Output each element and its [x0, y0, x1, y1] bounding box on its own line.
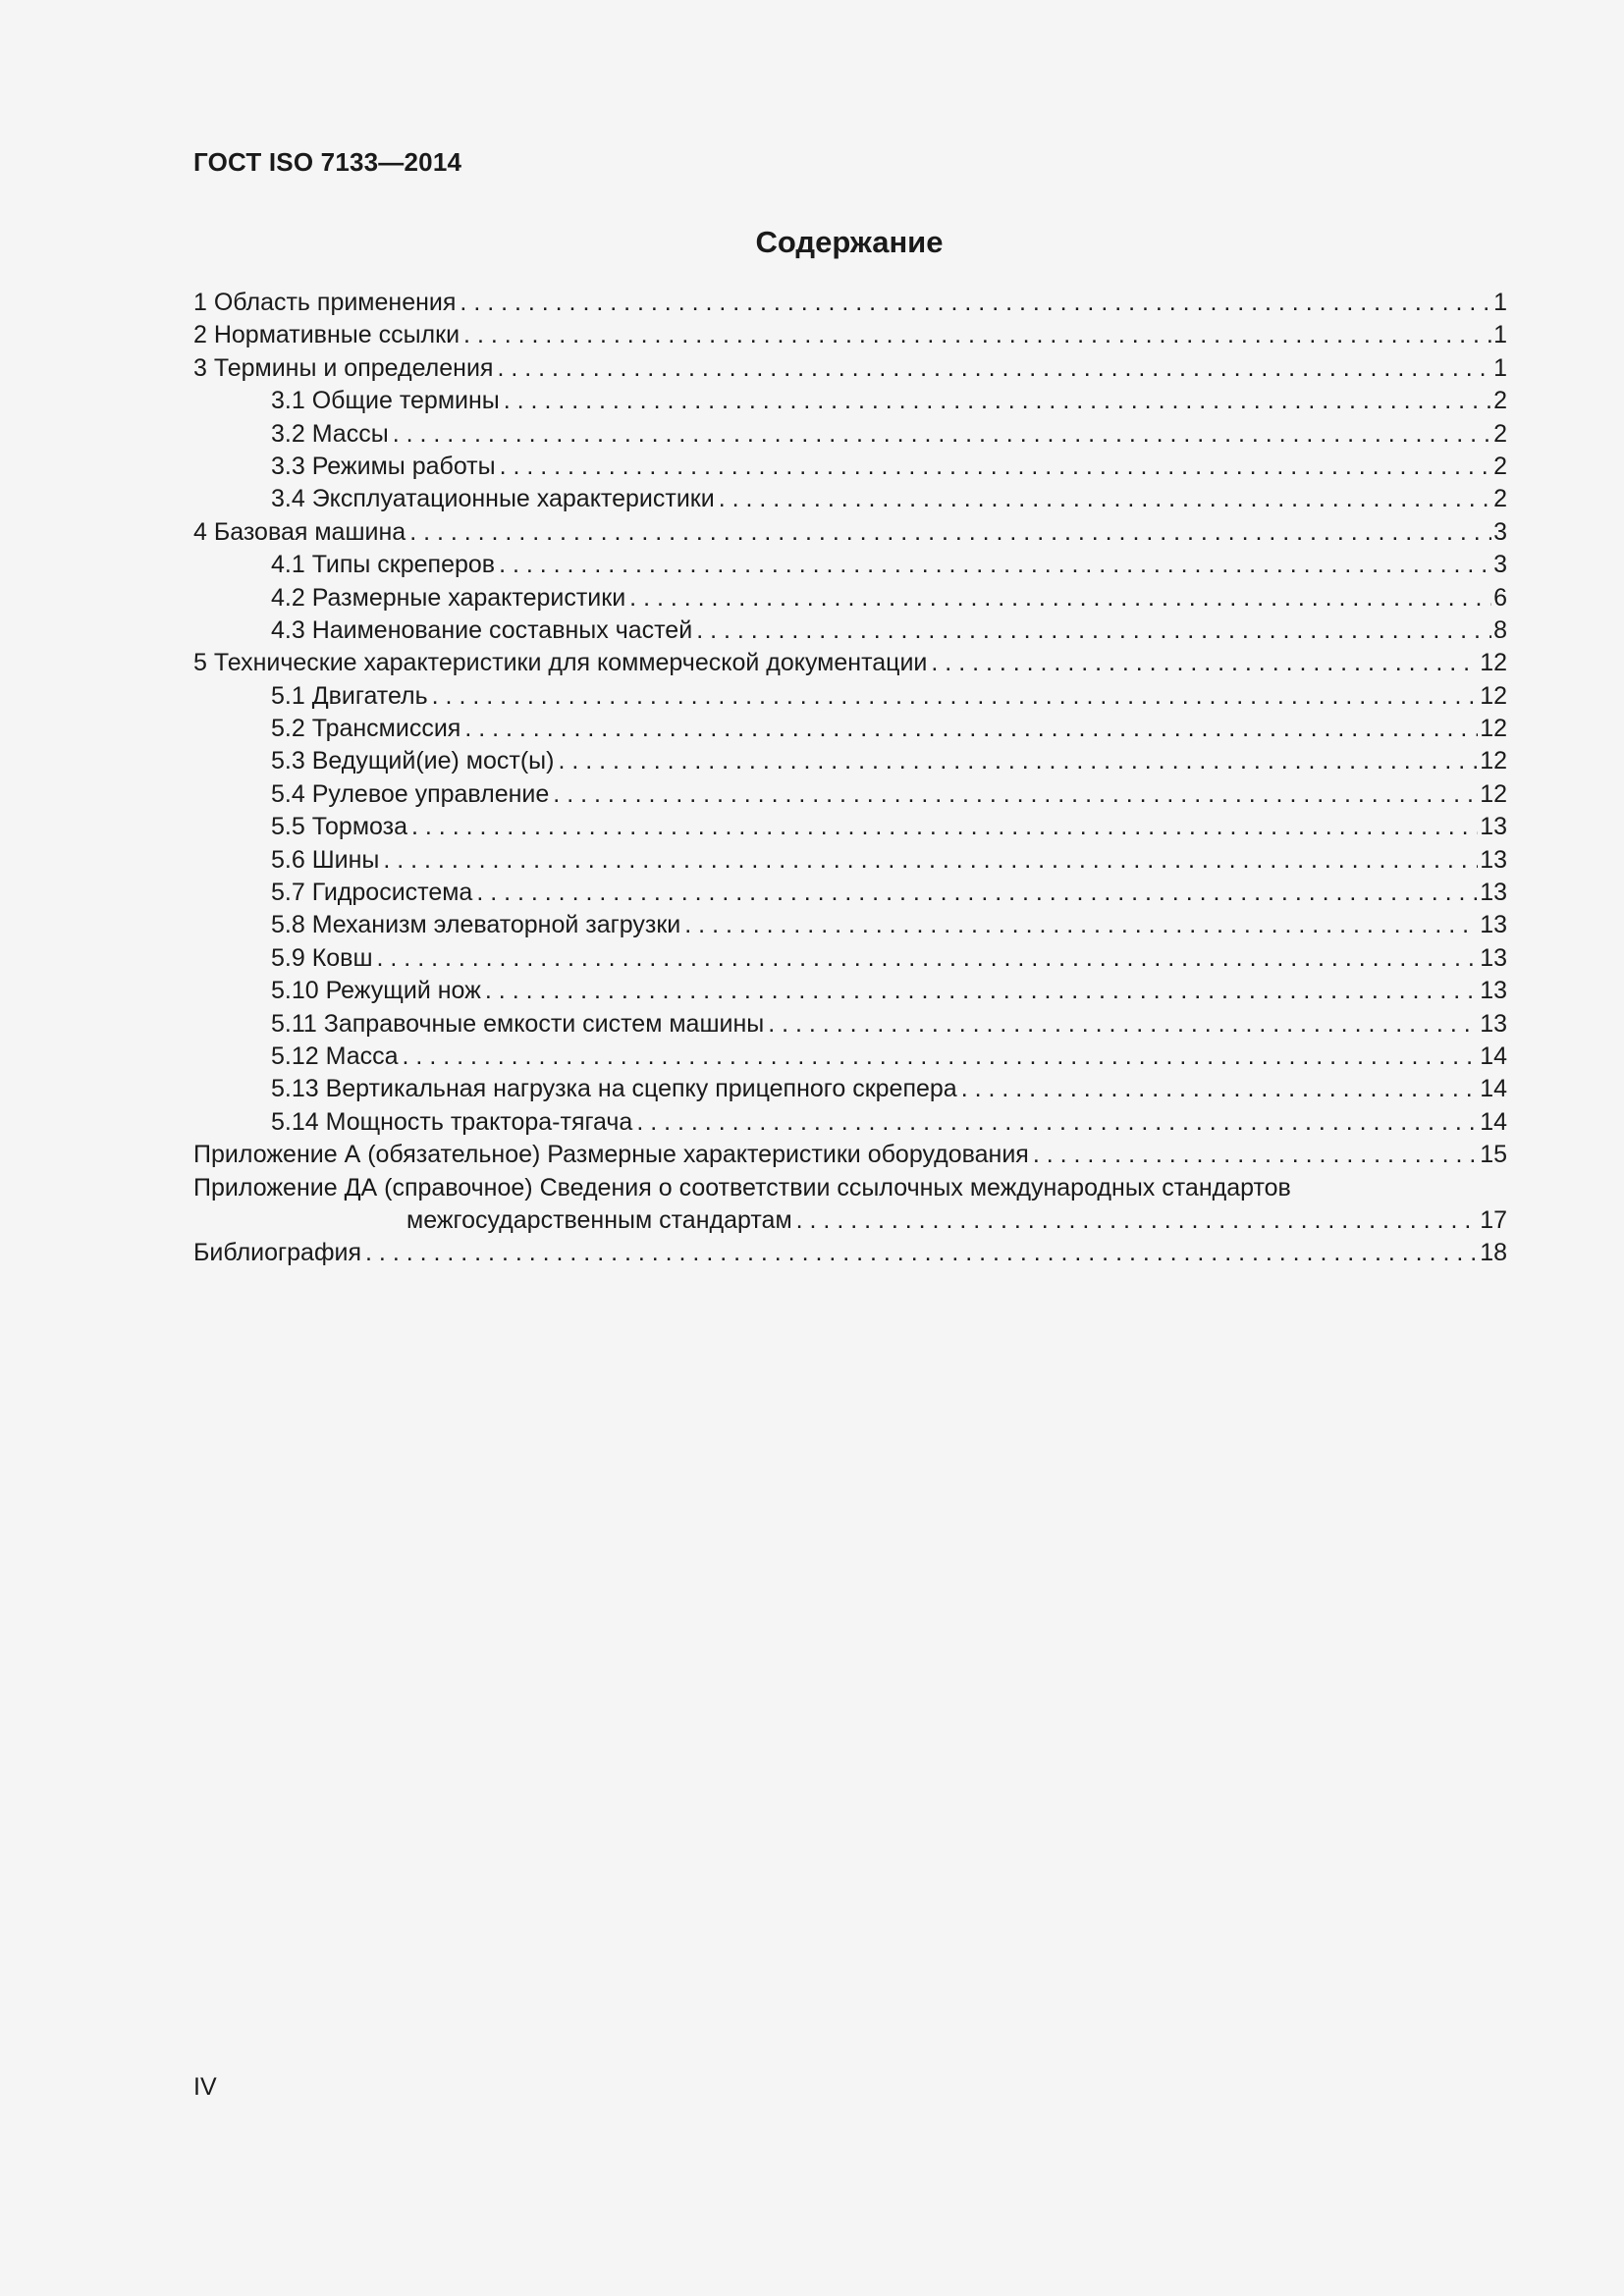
toc-entry-page: 12 — [1480, 747, 1507, 775]
toc-entry-text: 4 Базовая машина — [193, 517, 406, 546]
toc-title: Содержание — [755, 225, 944, 259]
toc-entry-text: 5.5 Тормоза — [271, 813, 408, 841]
toc-entry[interactable] — [193, 844, 1507, 877]
toc-entry[interactable] — [193, 909, 1507, 941]
toc-entry-text: 1 Область применения — [193, 289, 457, 316]
toc-entry[interactable] — [193, 745, 1507, 777]
toc-entry-text: 5.7 Гидросистема — [271, 879, 473, 907]
toc-entry-text: Приложение А (обязательное) Размерные характеристики оборудования — [193, 1141, 1029, 1169]
toc-entry[interactable] — [193, 877, 1507, 909]
page-number: IV — [193, 2073, 217, 2101]
toc-entry-page: 17 — [1480, 1205, 1507, 1234]
toc-entry-text: 5.9 Ковш — [271, 943, 373, 972]
toc-entry[interactable] — [193, 614, 1507, 647]
toc-entry-text: 5.14 Мощность трактора-тягача — [271, 1107, 633, 1136]
toc-entry[interactable] — [193, 1204, 1507, 1237]
toc-entry[interactable] — [193, 483, 1507, 515]
toc-entry-page: 1 — [1493, 289, 1507, 316]
toc-entry[interactable] — [193, 1008, 1507, 1041]
dot-leader — [719, 483, 1491, 515]
dot-leader — [393, 418, 1491, 451]
toc-entry[interactable] — [193, 1106, 1507, 1139]
toc-entry-page: 14 — [1480, 1107, 1507, 1136]
dot-leader — [1033, 1139, 1478, 1171]
dot-leader — [684, 909, 1478, 941]
toc-entry-page: 12 — [1480, 649, 1507, 677]
dot-leader — [931, 647, 1478, 679]
dot-leader — [636, 1106, 1478, 1139]
toc-entry[interactable] — [193, 549, 1507, 581]
dot-leader — [768, 1008, 1478, 1041]
toc-entry-page: 8 — [1493, 615, 1507, 644]
dot-leader — [460, 287, 1491, 319]
dot-leader — [961, 1073, 1478, 1105]
toc-entry[interactable] — [193, 778, 1507, 811]
toc-entry-page: 12 — [1480, 681, 1507, 710]
dot-leader — [500, 451, 1492, 483]
toc-entry-page: 13 — [1480, 977, 1507, 1005]
toc-entry[interactable] — [193, 319, 1507, 351]
toc-entry-page: 6 — [1493, 583, 1507, 612]
dot-leader — [464, 713, 1478, 745]
dot-leader — [553, 778, 1478, 811]
dot-leader — [629, 582, 1491, 614]
toc-entry-text: 4.2 Размерные характеристики — [271, 583, 626, 612]
toc-entry[interactable] — [193, 287, 1507, 319]
toc-entry[interactable] — [193, 942, 1507, 975]
toc-entry-page: 1 — [1493, 353, 1507, 382]
dot-leader — [497, 352, 1491, 385]
toc-entry-text: Библиография — [193, 1239, 362, 1267]
toc-entry-page: 1 — [1493, 321, 1507, 349]
toc-entry-page: 13 — [1480, 1009, 1507, 1038]
toc-entry[interactable] — [193, 385, 1507, 417]
toc-entry-page: 12 — [1480, 779, 1507, 808]
toc-entry-page: 2 — [1493, 485, 1507, 513]
toc-entry-page: 13 — [1480, 911, 1507, 939]
toc-entry-text: 3.4 Эксплуатационные характеристики — [271, 485, 715, 513]
toc-entry-text: 2 Нормативные ссылки — [193, 321, 460, 349]
toc-entry-text: 4.1 Типы скреперов — [271, 551, 496, 579]
toc-entry[interactable] — [193, 352, 1507, 385]
toc-entry[interactable] — [193, 1237, 1507, 1269]
toc-entry[interactable] — [193, 1139, 1507, 1171]
toc-entry[interactable] — [193, 811, 1507, 843]
toc-entry-page: 3 — [1493, 551, 1507, 579]
document-header: ГОСТ ISO 7133—2014 — [193, 147, 462, 177]
dot-leader — [377, 942, 1479, 975]
toc-entry-text: межгосударственным стандартам — [406, 1205, 792, 1234]
toc-entry-page: 2 — [1493, 452, 1507, 480]
toc-entry-text: 5.10 Режущий нож — [271, 977, 481, 1005]
toc-entry[interactable] — [193, 975, 1507, 1007]
toc-entry-text: 3.1 Общие термины — [271, 387, 500, 415]
toc-entry-text: 3 Термины и определения — [193, 353, 494, 382]
toc-entry-text: 5.13 Вертикальная нагрузка на сцепку прицепного скрепера — [271, 1075, 957, 1103]
toc-entry-page: 15 — [1480, 1141, 1507, 1169]
toc-entry-page: 14 — [1480, 1041, 1507, 1070]
dot-leader — [504, 385, 1491, 417]
dot-leader — [463, 319, 1491, 351]
dot-leader — [365, 1237, 1478, 1269]
toc-entry-page: 13 — [1480, 845, 1507, 874]
toc-entry-page: 13 — [1480, 943, 1507, 972]
toc-entry-text: 5 Технические характеристики для коммерческой документации — [193, 649, 928, 677]
toc-entry[interactable] — [193, 1041, 1507, 1073]
dot-leader — [403, 1041, 1479, 1073]
dot-leader — [696, 614, 1491, 647]
toc-entry-text: 5.12 Масса — [271, 1041, 399, 1070]
toc-entry[interactable] — [193, 1073, 1507, 1105]
toc-entry[interactable] — [193, 582, 1507, 614]
toc-entry-text: 5.3 Ведущий(ие) мост(ы) — [271, 747, 555, 775]
dot-leader — [796, 1204, 1479, 1237]
dot-leader — [558, 745, 1478, 777]
toc-entry-page: 13 — [1480, 879, 1507, 907]
toc-entry-text: 5.11 Заправочные емкости систем машины — [271, 1009, 765, 1038]
toc-entry-text: 5.2 Трансмиссия — [271, 715, 461, 743]
toc-entry[interactable] — [193, 418, 1507, 451]
toc-entry-text: 5.8 Механизм элеваторной загрузки — [271, 911, 681, 939]
toc-entry[interactable] — [193, 647, 1507, 679]
toc-entry-text: 3.3 Режимы работы — [271, 452, 496, 480]
toc-entry-page: 13 — [1480, 813, 1507, 841]
table-of-contents — [193, 287, 1507, 1270]
dot-leader — [409, 516, 1491, 549]
toc-entry[interactable] — [193, 713, 1507, 745]
toc-entry-text: 5.4 Рулевое управление — [271, 779, 550, 808]
dot-leader — [383, 844, 1478, 877]
toc-entry[interactable] — [193, 680, 1507, 713]
toc-entry-text: Приложение ДА (справочное) Сведения о соответствии ссылочных международных стандартов — [193, 1173, 1291, 1201]
toc-entry-page: 18 — [1480, 1239, 1507, 1267]
toc-entry-text: 4.3 Наименование составных частей — [271, 615, 693, 644]
dot-leader — [485, 975, 1478, 1007]
dot-leader — [499, 549, 1491, 581]
dot-leader — [476, 877, 1478, 909]
toc-entry-text: 5.1 Двигатель — [271, 681, 428, 710]
toc-entry[interactable] — [193, 451, 1507, 483]
dot-leader — [411, 811, 1478, 843]
toc-entry-page: 12 — [1480, 715, 1507, 743]
dot-leader — [432, 680, 1479, 713]
toc-entry-page: 2 — [1493, 419, 1507, 448]
toc-entry-text: 5.6 Шины — [271, 845, 380, 874]
toc-entry[interactable] — [193, 1172, 1507, 1204]
toc-entry[interactable] — [193, 516, 1507, 549]
toc-entry-page: 2 — [1493, 387, 1507, 415]
toc-entry-page: 14 — [1480, 1075, 1507, 1103]
toc-entry-text: 3.2 Массы — [271, 419, 389, 448]
toc-entry-page: 3 — [1493, 517, 1507, 546]
